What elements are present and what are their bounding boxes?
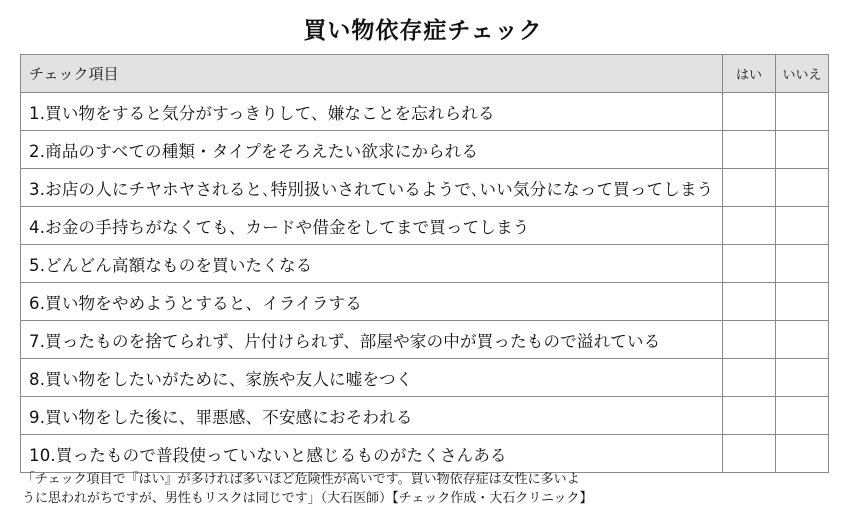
table-row: [21, 93, 829, 131]
table-header-row: [21, 55, 829, 93]
header-check-item: チェック項目: [21, 55, 723, 93]
no-cell[interactable]: [776, 435, 829, 473]
no-cell[interactable]: [776, 131, 829, 169]
yes-cell[interactable]: [723, 93, 776, 131]
no-cell[interactable]: [776, 359, 829, 397]
table-row: [21, 283, 829, 321]
table-row: [21, 245, 829, 283]
header-no: いいえ: [776, 55, 829, 93]
check-item-text: 8.買い物をしたいがために、家族や友人に嘘をつく: [21, 359, 723, 397]
yes-cell[interactable]: [723, 283, 776, 321]
check-item-text: 9.買い物をした後に、罪悪感、不安感におそわれる: [21, 397, 723, 435]
yes-cell[interactable]: [723, 435, 776, 473]
no-cell[interactable]: [776, 93, 829, 131]
check-item-text: 3.お店の人にチヤホヤされると､特別扱いされているようで､いい気分になって買ってしまう: [21, 169, 723, 207]
table-row: [21, 207, 829, 245]
no-cell[interactable]: [776, 207, 829, 245]
table-row: [21, 397, 829, 435]
no-cell[interactable]: [776, 321, 829, 359]
checklist-table: [20, 54, 829, 473]
yes-cell[interactable]: [723, 397, 776, 435]
table-row: [21, 169, 829, 207]
check-item-text: 10.買ったもので普段使っていないと感じるものがたくさんある: [21, 435, 723, 473]
footnote-line: うに思われがちですが、男性もリスクは同じです」（大石医師）【チェック作成・大石クリニック】: [22, 491, 593, 506]
table-row: [21, 435, 829, 473]
table-row: [21, 321, 829, 359]
check-item-text: 6.買い物をやめようとすると、イライラする: [21, 283, 723, 321]
table-row: [21, 359, 829, 397]
yes-cell[interactable]: [723, 169, 776, 207]
check-item-text: 4.お金の手持ちがなくても、カードや借金をしてまで買ってしまう: [21, 207, 723, 245]
page-title: 買い物依存症チェック: [303, 17, 543, 44]
yes-cell[interactable]: [723, 245, 776, 283]
check-item-text: 7.買ったものを捨てられず、片付けられず、部屋や家の中が買ったもので溢れている: [21, 321, 723, 359]
no-cell[interactable]: [776, 397, 829, 435]
footnote-line: 「チェック項目で『はい』が多ければ多いほど危険性が高いです。買い物依存症は女性に多いよ: [22, 472, 580, 487]
yes-cell[interactable]: [723, 131, 776, 169]
header-yes: はい: [723, 55, 776, 93]
table-row: [21, 131, 829, 169]
no-cell[interactable]: [776, 169, 829, 207]
no-cell[interactable]: [776, 245, 829, 283]
yes-cell[interactable]: [723, 359, 776, 397]
footnote: [22, 470, 662, 508]
check-item-text: 1.買い物をすると気分がすっきりして、嫌なことを忘れられる: [21, 93, 723, 131]
no-cell[interactable]: [776, 283, 829, 321]
check-item-text: 5.どんどん高額なものを買いたくなる: [21, 245, 723, 283]
check-item-text: 2.商品のすべての種類・タイプをそろえたい欲求にかられる: [21, 131, 723, 169]
yes-cell[interactable]: [723, 207, 776, 245]
yes-cell[interactable]: [723, 321, 776, 359]
